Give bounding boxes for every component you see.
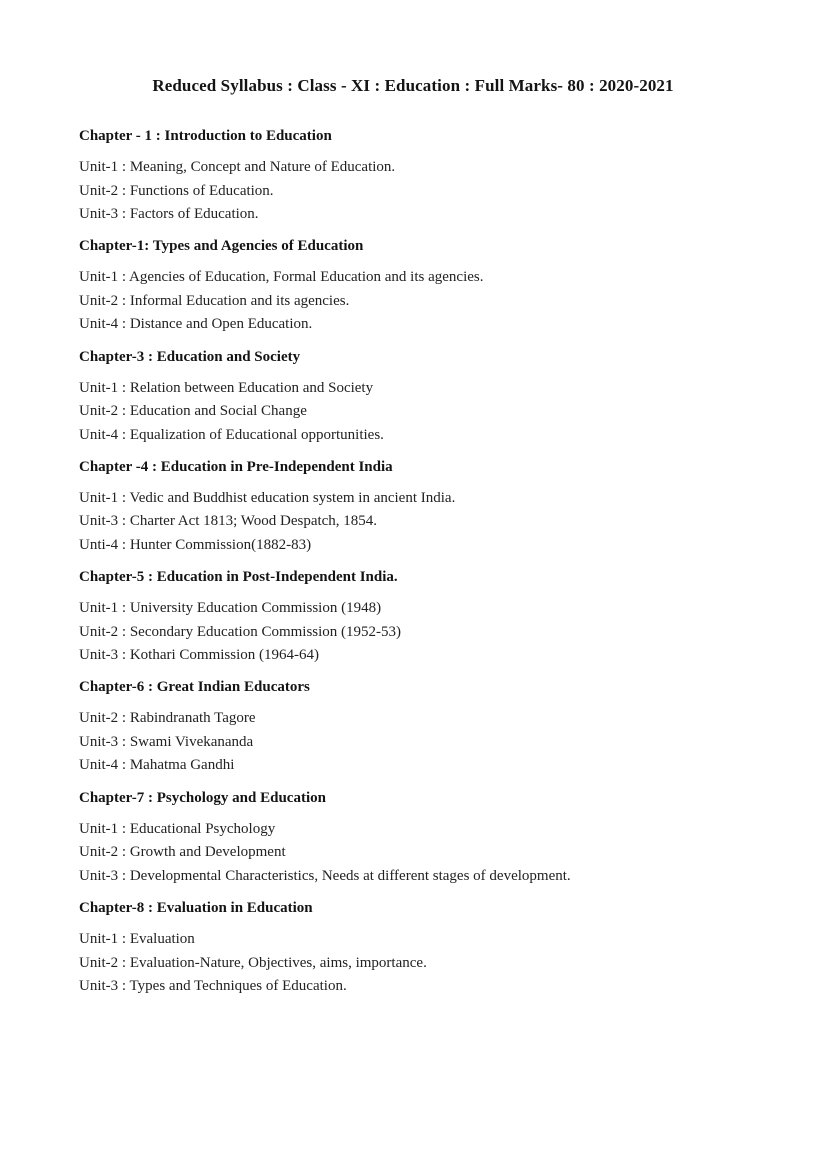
unit-list (79, 377, 779, 448)
unit-item: Unit-1 : University Education Commission (1948) (79, 600, 382, 617)
unit-list (79, 928, 779, 999)
unit-item: Unit-1 : Relation between Education and Society (79, 379, 374, 396)
unit-list (79, 266, 779, 337)
unit-list (79, 487, 779, 558)
unit-list (79, 707, 779, 778)
unit-item: Unit-3 : Charter Act 1813; Wood Despatch, 1854. (79, 513, 378, 530)
unit-item: Unit-4 : Equalization of Educational opportunities. (79, 426, 384, 443)
unit-list (79, 156, 779, 227)
chapter-section (79, 567, 779, 677)
unit-item: Unit-1 : Evaluation (79, 931, 195, 948)
chapter-section (79, 457, 779, 567)
unit-item: Unit-1 : Meaning, Concept and Nature of Education. (79, 159, 396, 175)
chapter-heading: Chapter - 1 : Introduction to Education (79, 128, 332, 144)
unit-item: Unit-3 : Types and Techniques of Education. (79, 978, 347, 995)
unit-item: Unit-1 : Educational Psychology (79, 820, 276, 837)
unit-item: Unit-2 : Education and Social Change (79, 403, 307, 420)
chapter-heading: Chapter-1: Types and Agencies of Education (79, 238, 364, 255)
chapter-section (79, 677, 779, 787)
document-title: Reduced Syllabus : Class - XI : Education : Full Marks- 80 : 2020-2021 (152, 76, 674, 95)
unit-list (79, 818, 779, 889)
unit-item: Unit-2 : Evaluation-Nature, Objectives, aims, importance. (79, 954, 427, 971)
chapter-section (79, 126, 779, 236)
chapter-heading: Chapter-3 : Education and Society (79, 348, 301, 365)
unit-item: Unit-3 : Factors of Education. (79, 206, 259, 222)
unit-item: Unit-4 : Distance and Open Education. (79, 316, 313, 333)
unit-item: Unit-3 : Swami Vivekananda (79, 733, 254, 750)
chapter-heading: Chapter-7 : Psychology and Education (79, 789, 326, 806)
chapter-section (79, 788, 779, 898)
unit-item: Unit-1 : Vedic and Buddhist education system in ancient India. (79, 489, 456, 506)
unit-item: Unit-2 : Secondary Education Commission (1952-53) (79, 623, 402, 640)
chapter-section (79, 347, 779, 457)
unit-item: Unit-2 : Functions of Education. (79, 182, 274, 199)
unit-item: Unit-2 : Growth and Development (79, 844, 286, 861)
unit-item: Unit-2 : Informal Education and its agencies. (79, 292, 350, 309)
unit-item: Unit-2 : Rabindranath Tagore (79, 710, 256, 727)
chapter-heading: Chapter-6 : Great Indian Educators (79, 679, 310, 696)
unit-item: Unit-4 : Mahatma Gandhi (79, 757, 235, 774)
unit-list (79, 597, 779, 668)
unit-item: Unit-3 : Kothari Commission (1964-64) (79, 647, 319, 664)
unit-item: Unit-3 : Developmental Characteristics, Needs at different stages of development. (79, 867, 571, 884)
chapter-heading: Chapter -4 : Education in Pre-Independent India (79, 458, 393, 475)
unit-item: Unti-4 : Hunter Commission(1882-83) (79, 536, 312, 553)
chapter-section (79, 898, 779, 1008)
chapter-section (79, 236, 779, 346)
chapter-heading: Chapter-8 : Evaluation in Education (79, 900, 313, 917)
unit-item: Unit-1 : Agencies of Education, Formal Education and its agencies. (79, 269, 484, 286)
chapter-list (79, 126, 779, 1008)
chapter-heading: Chapter-5 : Education in Post-Independent India. (79, 569, 398, 586)
